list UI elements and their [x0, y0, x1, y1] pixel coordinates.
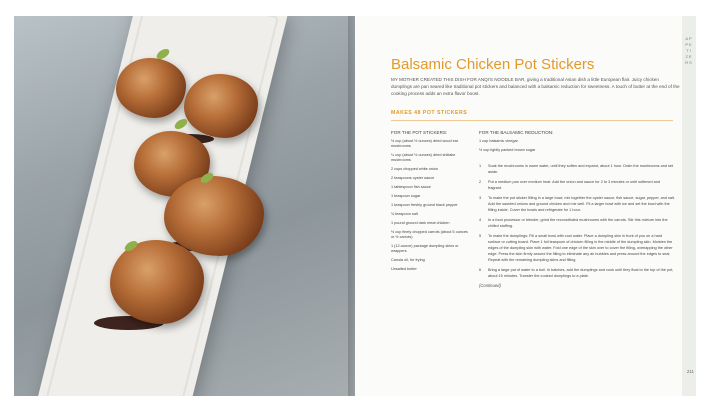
step-text: Bring a large pot of water to a boil. In batches, add the dumplings and cook until they float to the top of the pot, about 15 minutes. Transfer the cooked dumplings to a plate.: [488, 268, 674, 278]
step-text: To make the pot sticker filling in a large bowl, mix together the oyster sauce, fish sauce, sugar, pepper, and salt. Add the sautéed onions and ground chicken and mix well. Fit a larger bowl with ice and set the bowl with the filling inside. Cover the bowls and refrigerate for 1 hour.: [488, 196, 675, 212]
step-text: Put a medium pan over medium heat. Add the onion and sauce for 2 to 3 minutes or until softened and fragrant.: [488, 180, 661, 190]
ingredient: 1 (12-ounce) package dumpling skins or wrappers: [391, 244, 459, 253]
continued-label: (Continued): [479, 283, 501, 288]
step-number: 3: [479, 196, 482, 200]
step-number: 6: [479, 268, 482, 272]
ingredient: 1 pound ground dark meat chicken: [391, 221, 450, 225]
ingredients-column: [391, 130, 471, 276]
step-number: 5: [479, 234, 482, 238]
ingredient: 1 teaspoon sugar: [391, 194, 421, 198]
ingredient: Unsalted butter: [391, 267, 417, 271]
method-step: [479, 217, 675, 229]
method-column: [479, 130, 675, 288]
divider: [391, 120, 673, 121]
method-step: [479, 163, 675, 175]
ingredient: Canola oil, for frying: [391, 258, 425, 262]
dumpling: [184, 74, 258, 138]
ingredient: ¼ cup (about ½ ounces) dried shiitake mushrooms: [391, 153, 456, 162]
step-number: 2: [479, 180, 482, 184]
section-tab: [682, 16, 696, 396]
step-number: 1: [479, 164, 482, 168]
method-step: [479, 195, 675, 213]
ingredient: 2 cups chopped white onion: [391, 167, 439, 171]
step-text: In a food processor or blender, grind the reconstituted mushrooms with the carrots. Stir this mixture into the chilled stuffing.: [488, 218, 668, 228]
open-book: [14, 16, 696, 396]
step-number: 4: [479, 218, 482, 222]
ingredient: 1 teaspoon freshly ground black pepper: [391, 203, 458, 207]
section-tab-label: APPETIZERS: [685, 36, 693, 65]
recipe-yield: MAKES 48 POT STICKERS: [391, 110, 468, 116]
pot-stickers-photo: [14, 16, 355, 396]
ingredient: ¾ teaspoon salt: [391, 212, 418, 216]
dumpling: [110, 240, 204, 324]
pot-stickers-heading: FOR THE POT STICKERS:: [391, 130, 448, 135]
page-number: 211: [686, 369, 694, 374]
method-step: [479, 267, 675, 279]
ingredient: ½ cup finely chopped carrots (about 5 ounces or ½ carrots): [391, 230, 468, 239]
step-text: To make the dumplings: Fill a small bowl with cool water. Place a dumpling skin in front of you on a hard surface or cutting board. Place 1 full teaspoon of chicken filling in the middle of the dumpling skin. Moisten the edges of the dumpling skin with water. Fold one edge of the skin over to cover the filling, overlapping the other edge. Press the skin firmly around the filling to eliminate any air bubbles and press around the edges to seal. Repeat with the remaining dumpling skins and filling.: [488, 234, 673, 262]
reduction-heading: FOR THE BALSAMIC REDUCTION:: [479, 130, 554, 135]
ingredient: 2 teaspoons oyster sauce: [391, 176, 435, 180]
ingredient: 1 cup balsamic vinegar: [479, 139, 518, 143]
step-text: Soak the mushrooms in warm water, until they soften and expand, about 1 hour. Drain the mushrooms and set aside.: [488, 164, 674, 174]
recipe-title: Balsamic Chicken Pot Stickers: [391, 56, 595, 73]
method-step: [479, 233, 675, 263]
ingredient: ½ cup (about ½ ounces) dried wood ear mushrooms: [391, 139, 459, 148]
recipe-intro: MY MOTHER CREATED THIS DISH FOR ANQI'S NOODLE BAR, giving a traditional Asian dish a little European flair. Juicy chicken dumplings are pan seared like traditional pot stickers and balanced with a balsamic reduction for sweetness. A touch of butter at the end of the cooking process adds an extra flavor boost.: [391, 77, 680, 96]
dumpling: [116, 58, 186, 118]
method-step: [479, 179, 675, 191]
ingredient: 1 tablespoon fish sauce: [391, 185, 431, 189]
ingredient: ½ cup lightly packed brown sugar: [479, 148, 536, 152]
recipe-page: [355, 16, 696, 396]
